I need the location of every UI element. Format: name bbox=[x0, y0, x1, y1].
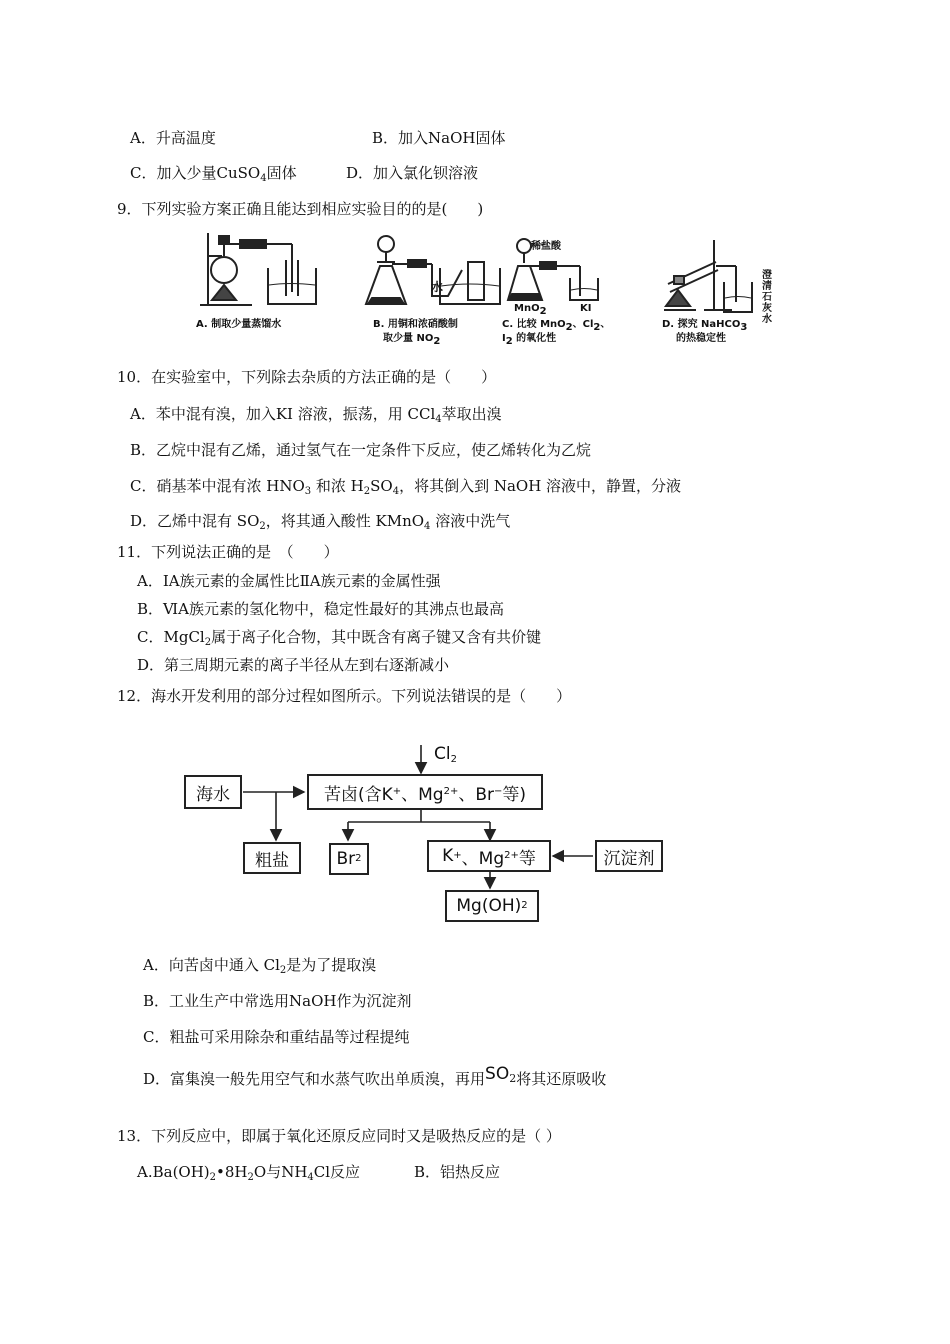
flow-cl2-label: $Cl_2$ bbox=[434, 744, 457, 765]
flow-box-bittern: 苦卤(含K + 、Mg 2+ 、Br − 等) bbox=[307, 774, 543, 810]
q13-option-a: $A.Ba(OH)_2•8H_2O$与$NH_4Cl$反应 bbox=[137, 1163, 361, 1183]
caption-d-line1: D. 探究 NaHCO$_3$ bbox=[662, 319, 748, 333]
q13-stem: 13．下列反应中，即属于氧化还原反应同时又是吸热反应的是（ ） bbox=[117, 1127, 561, 1145]
flow-box-ions: K + 、Mg 2+ 等 bbox=[427, 840, 551, 872]
q10-option-b: B．乙烷中混有乙烯，通过氢气在一定条件下反应，使乙烯转化为乙烷 bbox=[130, 441, 592, 459]
q11-option-a: A．ⅠA族元素的金属性比ⅡA族元素的金属性强 bbox=[137, 572, 441, 590]
q11-stem: 11．下列说法正确的是 （ ） bbox=[117, 543, 339, 561]
label-limewater: 澄清石灰水 bbox=[762, 270, 772, 325]
flow-box-crude-salt: 粗盐 bbox=[243, 842, 301, 874]
q10-option-d: D．乙烯中混有 $SO_2$，将其通入酸性 KMnO$_4$ 溶液中洗气 bbox=[130, 512, 511, 532]
q12-option-d: D．富集溴一般先用空气和水蒸气吹出单质溴，再用$SO_2$将其还原吸收 bbox=[143, 1064, 607, 1088]
q8-option-b: B．加入NaOH固体 bbox=[372, 129, 506, 147]
q8-option-d: D．加入氯化钡溶液 bbox=[346, 164, 479, 182]
flow-box-mgoh2: Mg(OH) 2 bbox=[445, 890, 539, 922]
q11-option-b: B．ⅥA族元素的氢化物中，稳定性最好的其沸点也最高 bbox=[137, 600, 504, 618]
q12-option-c: C．粗盐可采用除杂和重结晶等过程提纯 bbox=[143, 1028, 410, 1046]
caption-b-line1: B. 用铜和浓硝酸制 bbox=[373, 319, 458, 330]
caption-b-line2: 取少量 $NO_2$ bbox=[383, 333, 441, 347]
q11-option-c: C．MgCl$_2$属于离子化合物，其中既含有离子键又含有共价键 bbox=[137, 628, 542, 648]
distillation-apparatus bbox=[200, 233, 316, 305]
label-water: 水 bbox=[431, 280, 444, 294]
q12-stem: 12．海水开发利用的部分过程如图所示。下列说法错误的是（ ） bbox=[117, 687, 572, 705]
caption-c-line2: $I_2$ 的氧化性 bbox=[502, 333, 557, 347]
flow-box-seawater: 海水 bbox=[184, 775, 242, 809]
label-ki: KI bbox=[580, 303, 592, 314]
q11-option-d: D．第三周期元素的离子半径从左到右逐渐减小 bbox=[137, 656, 450, 674]
label-mno2: MnO$_2$ bbox=[514, 303, 547, 317]
flow-box-br2: Br 2 bbox=[329, 843, 369, 875]
q12-option-b: B．工业生产中常选用NaOH作为沉淀剂 bbox=[143, 992, 412, 1010]
q8-option-a: A．升高温度 bbox=[130, 129, 216, 147]
caption-a: A. 制取少量蒸馏水 bbox=[196, 319, 282, 330]
nahco3-heating-apparatus bbox=[664, 240, 752, 312]
q10-stem: 10．在实验室中，下列除去杂质的方法正确的是（ ） bbox=[117, 368, 497, 386]
q10-option-c: C．硝基苯中混有浓 $HNO_3$ 和浓 $H_2SO_4$，将其倒入到 NaOH 溶液中，静置，分液 bbox=[130, 477, 682, 497]
q8-option-c: C．加入少量CuSO$_4$固体 bbox=[130, 164, 297, 184]
q9-stem: 9．下列实验方案正确且能达到相应实验目的的是( ) bbox=[117, 200, 484, 218]
caption-c-line1: C. 比较 MnO$_2$、$Cl_2$、 bbox=[502, 319, 611, 333]
label-dilute-hcl: 稀盐酸 bbox=[531, 241, 561, 252]
q10-option-a: A．苯中混有溴，加入KI 溶液，振荡，用 CCl$_4$萃取出溴 bbox=[130, 405, 502, 425]
q12-option-a: A．向苦卤中通入 $Cl_2$是为了提取溴 bbox=[143, 956, 377, 976]
q13-option-b: B．铝热反应 bbox=[414, 1163, 501, 1181]
caption-d-line2: 的热稳定性 bbox=[676, 333, 726, 344]
flow-box-precipitant: 沉淀剂 bbox=[595, 840, 663, 872]
